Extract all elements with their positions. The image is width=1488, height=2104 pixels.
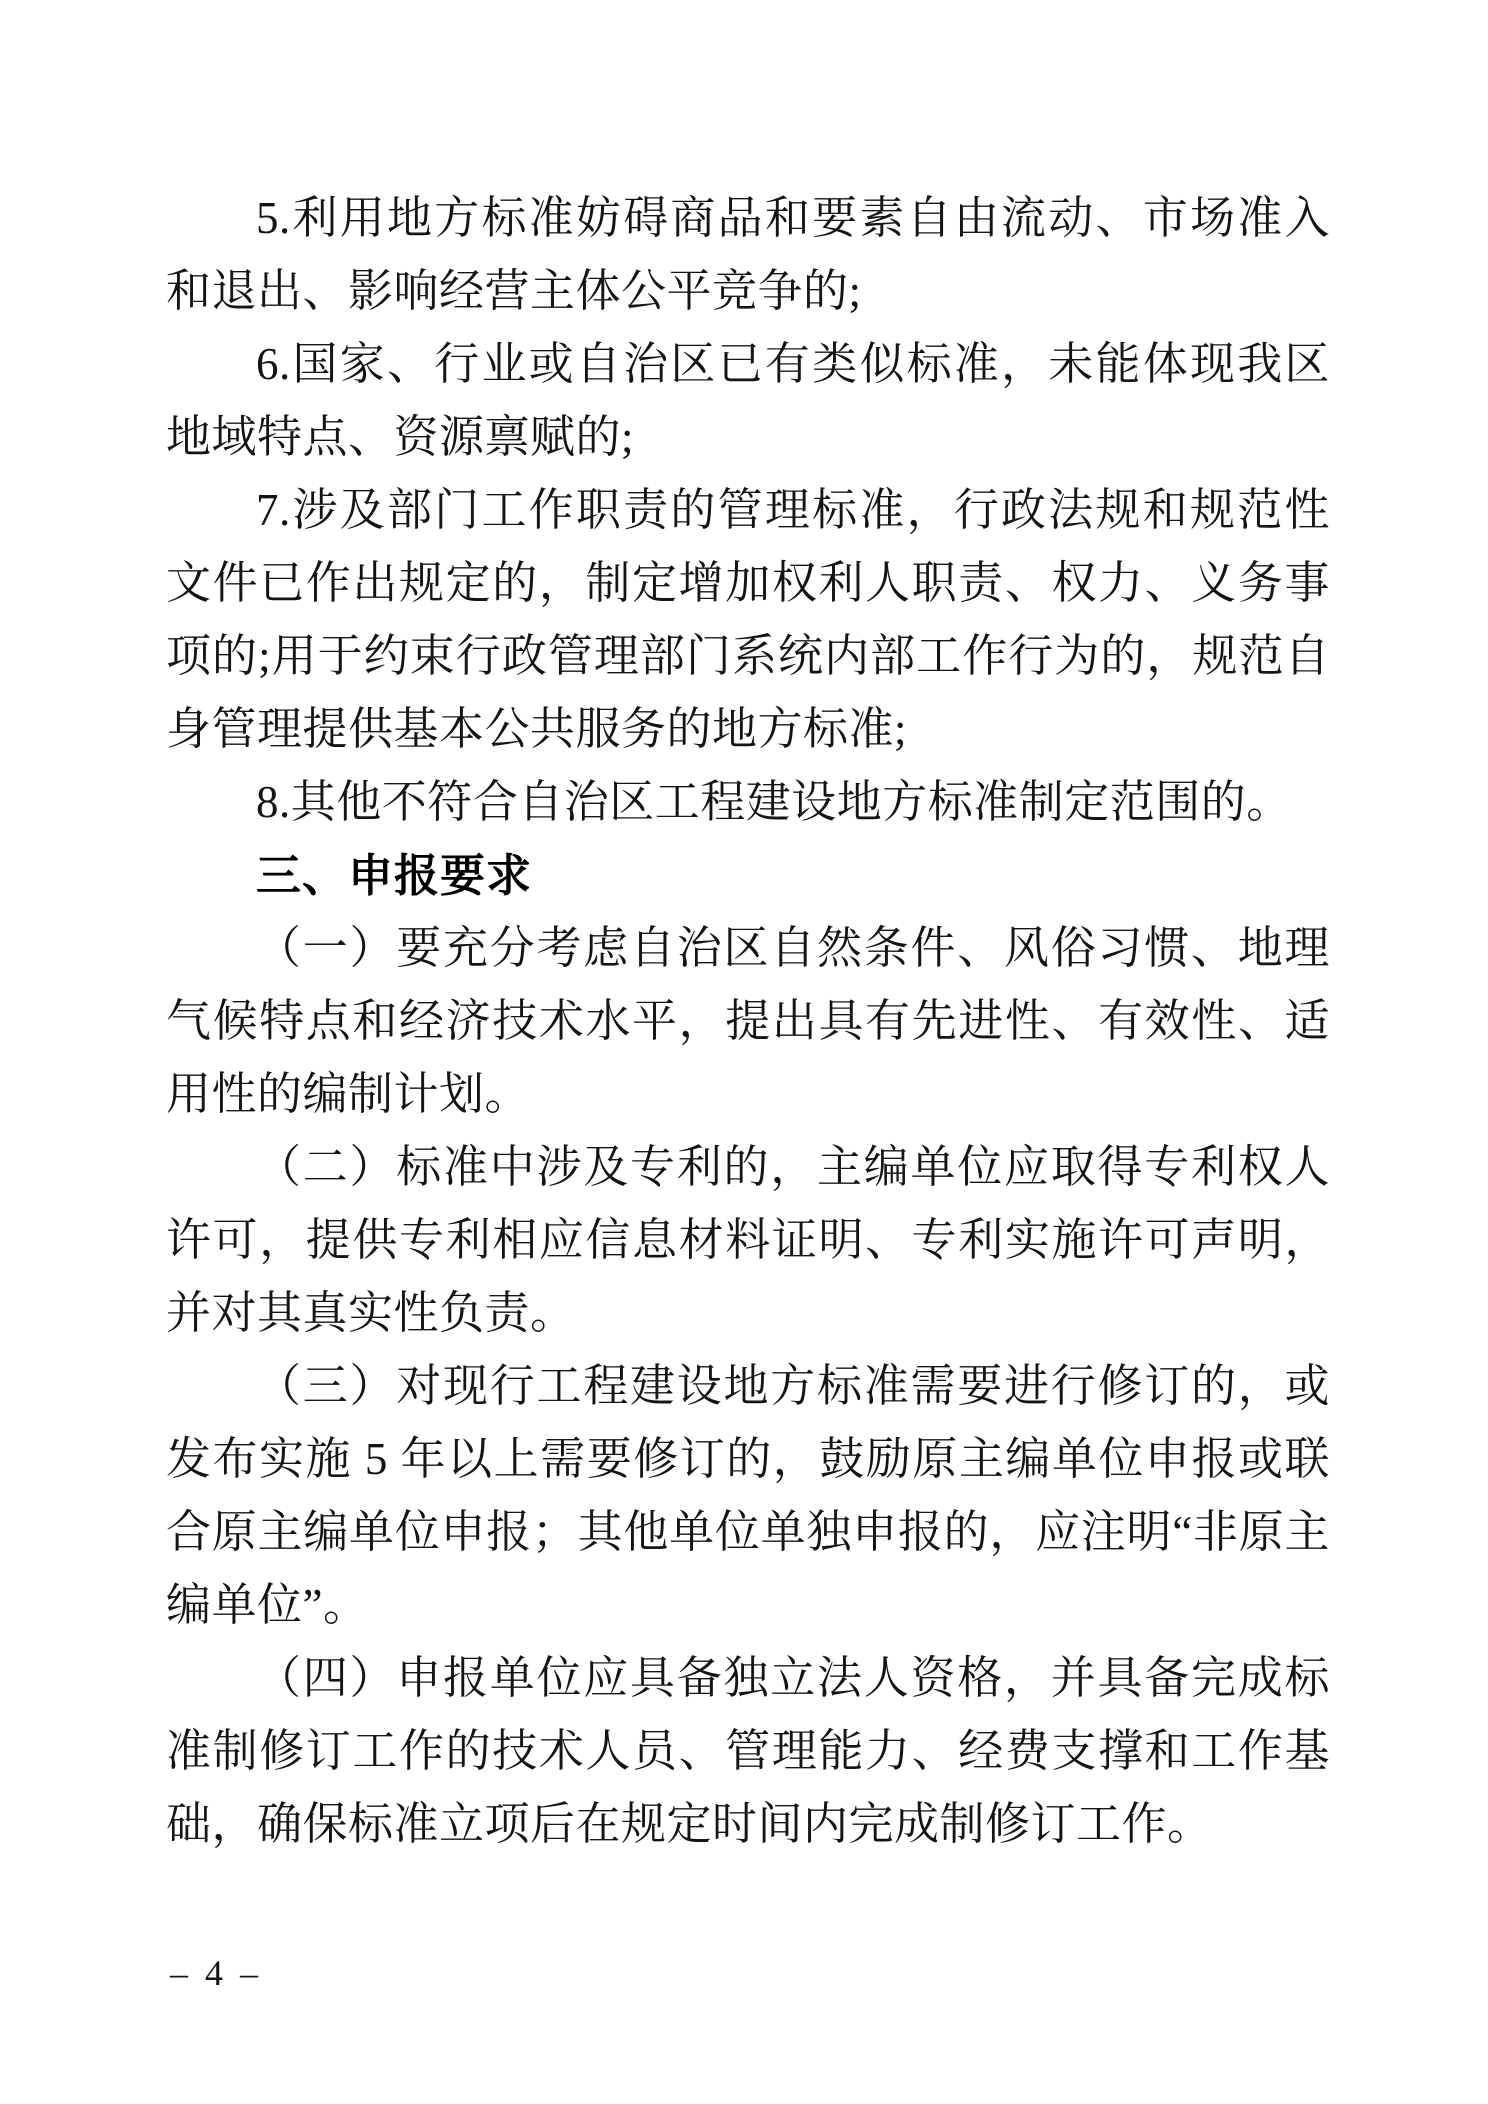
- list-item-5: 5.利用地方标准妨碍商品和要素自由流动、市场准入和退出、影响经营主体公平竞争的;: [166, 193, 1330, 316]
- list-item-8: 8.其他不符合自治区工程建设地方标准制定范围的。: [256, 777, 1292, 827]
- sub-item-2: （二）标准中涉及专利的，主编单位应取得专利权人许可，提供专利相应信息材料证明、专利实施许可声明，并对其真实性负责。: [166, 1142, 1330, 1338]
- section-heading-application-requirements: 三、申报要求: [256, 850, 533, 901]
- sub-item-3: （三）对现行工程建设地方标准需要进行修订的，或发布实施 5 年以上需要修订的，鼓励原主编单位申报或联合原主编单位申报；其他单位单独申报的，应注明“非原主编单位”。: [166, 1361, 1330, 1630]
- list-item-6: 6.国家、行业或自治区已有类似标准，未能体现我区地域特点、资源禀赋的;: [166, 339, 1330, 462]
- page-number: – 4 –: [170, 1953, 262, 1993]
- list-item-7: 7.涉及部门工作职责的管理标准，行政法规和规范性文件已作出规定的，制定增加权利人职责、权力、义务事项的;用于约束行政管理部门系统内部工作行为的，规范自身管理提供基本公共服务的地方标准;: [166, 485, 1330, 754]
- sub-item-4: （四）申报单位应具备独立法人资格，并具备完成标准制修订工作的技术人员、管理能力、经费支撑和工作基础，确保标准立项后在规定时间内完成制修订工作。: [166, 1653, 1330, 1849]
- sub-item-1: （一）要充分考虑自治区自然条件、风俗习惯、地理气候特点和经济技术水平，提出具有先进性、有效性、适用性的编制计划。: [166, 923, 1330, 1119]
- document-body: [166, 182, 1330, 1861]
